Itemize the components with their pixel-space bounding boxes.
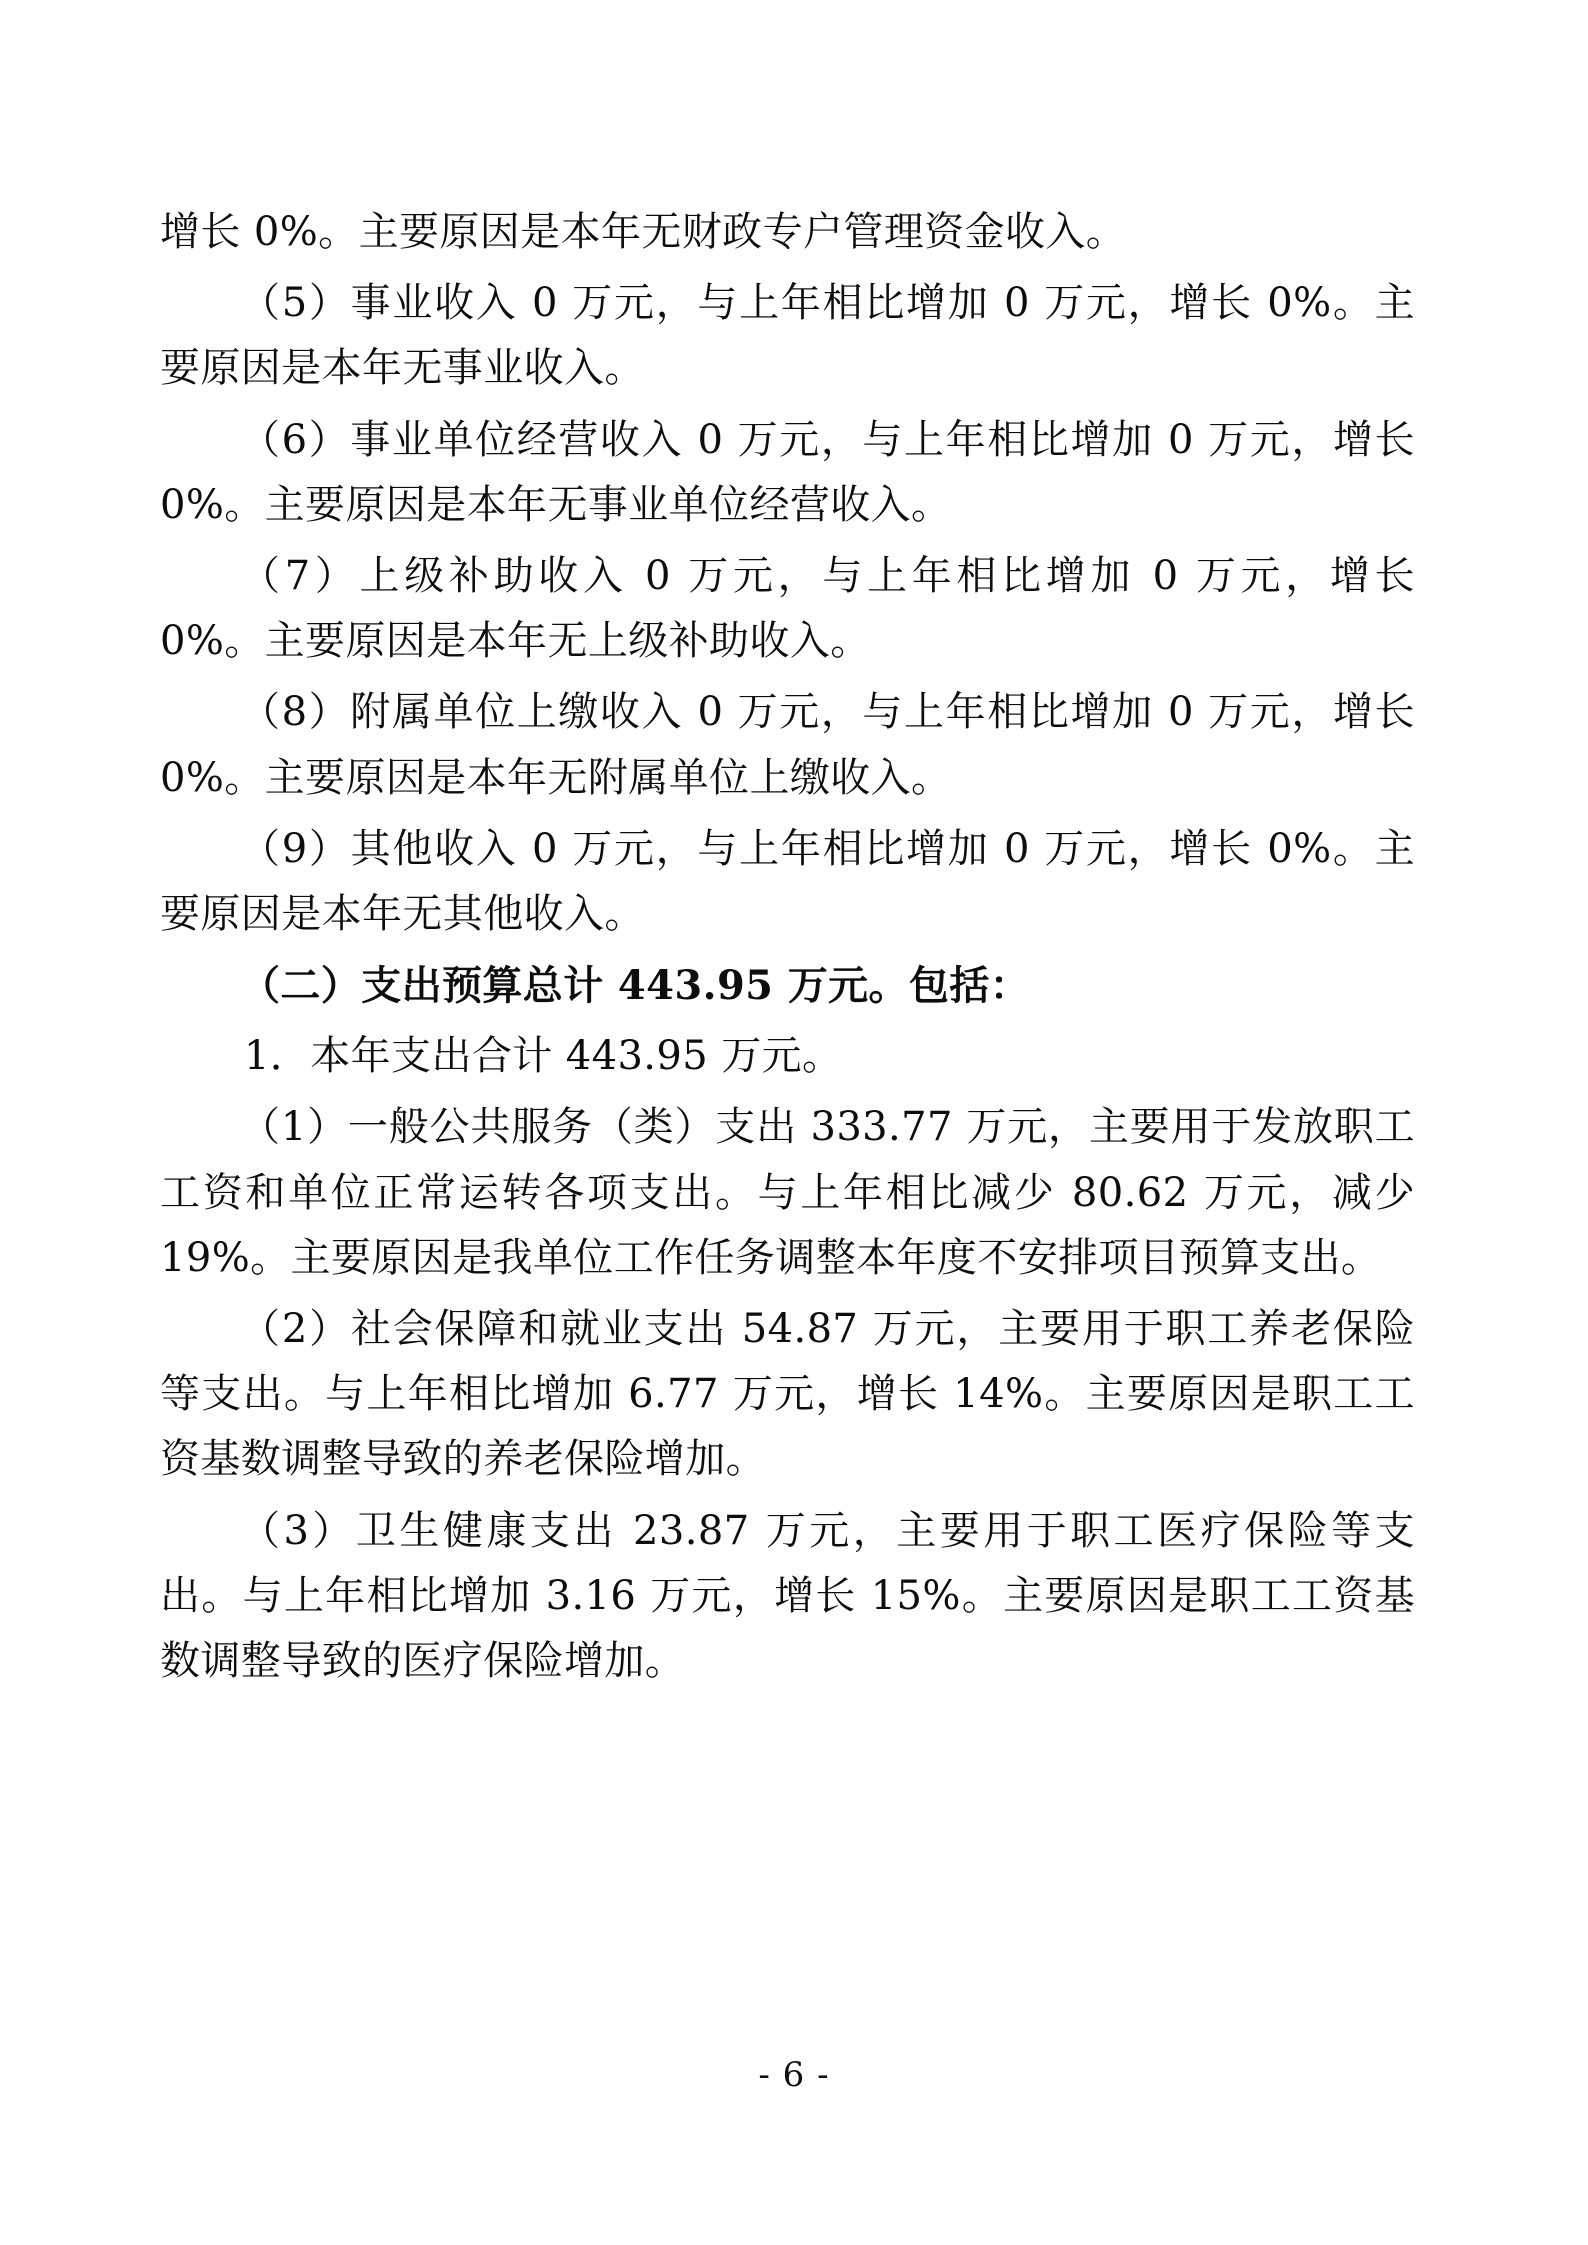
heading-expense-budget-total: （二）支出预算总计 443.95 万元。包括： [240, 962, 1031, 1010]
paragraph-income-item-8: （8）附属单位上缴收入 0 万元，与上年相比增加 0 万元，增长 0%。主要原因是本年无附属单位上缴收入。 [160, 689, 1415, 801]
paragraph-income-item-7: （7）上级补助收入 0 万元，与上年相比增加 0 万元，增长 0%。主要原因是本年无上级补助收入。 [160, 552, 1415, 665]
page-number: - 6 - [758, 2055, 830, 2095]
paragraph-expense-item-3: （3）卫生健康支出 23.87 万元，主要用于职工医疗保险等支出。与上年相比增加 3.16 万元，增长 15%。主要原因是职工工资基数调整导致的医疗保险增加。 [160, 1507, 1415, 1684]
paragraph-income-item-6: （6）事业单位经营收入 0 万元，与上年相比增加 0 万元，增长 0%。主要原因是本年无事业单位经营收入。 [160, 416, 1415, 528]
paragraph-expense-item-1: （1）一般公共服务（类）支出 333.77 万元，主要用于发放职工工资和单位正常运转各项支出。与上年相比减少 80.62 万元，减少 19%。主要原因是我单位工作任务调整本年度不安排项目预算支出。 [160, 1104, 1415, 1281]
paragraph-current-year-expense-total: 1．本年支出合计 443.95 万元。 [244, 1033, 843, 1080]
paragraph-expense-item-2: （2）社会保障和就业支出 54.87 万元，主要用于职工养老保险等支出。与上年相比增加 6.77 万元，增长 14%。主要原因是职工工资基数调整导致的养老保险增加。 [160, 1306, 1415, 1483]
paragraph-income-item-9: （9）其他收入 0 万元，与上年相比增加 0 万元，增长 0%。主要原因是本年无其他收入。 [160, 825, 1415, 937]
document-body [160, 200, 1415, 1700]
paragraph-growth-zero-fiscal-account: 增长 0%。主要原因是本年无财政专户管理资金收入。 [160, 209, 1127, 255]
paragraph-income-item-5: （5）事业收入 0 万元，与上年相比增加 0 万元，增长 0%。主要原因是本年无事业收入。 [160, 280, 1415, 392]
